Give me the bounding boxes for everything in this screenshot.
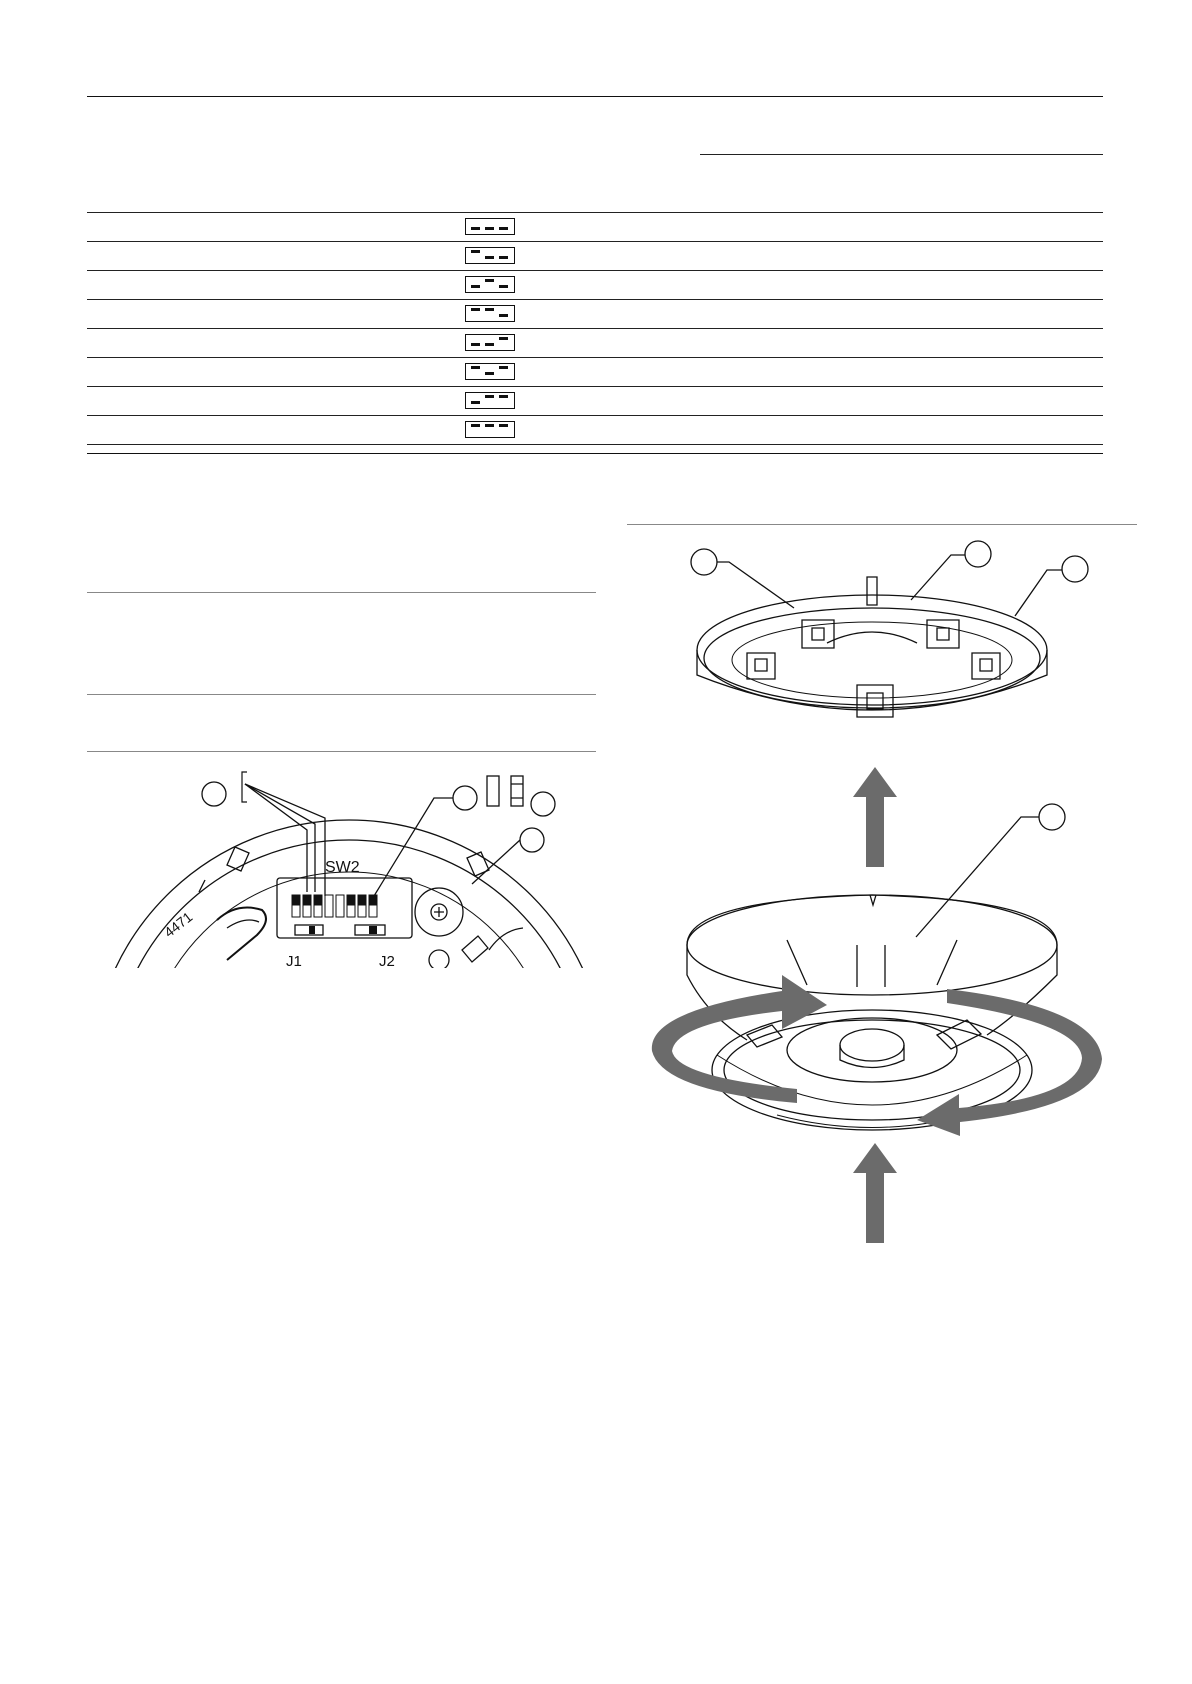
left-rule-2 bbox=[87, 694, 596, 695]
dip-switch-up bbox=[471, 308, 480, 311]
header-subrule bbox=[700, 154, 1103, 155]
dip-switch-glyph bbox=[465, 247, 515, 264]
detector-mounting-diagram bbox=[627, 535, 1147, 1255]
dip-switch-down bbox=[471, 343, 480, 346]
label-part-number: 4471 bbox=[160, 908, 196, 941]
dip-switch-up bbox=[471, 250, 480, 253]
dip-switch-glyph bbox=[465, 334, 515, 351]
dip-switch-up bbox=[485, 279, 494, 282]
left-rule-1 bbox=[87, 592, 596, 593]
right-callout-4 bbox=[1039, 804, 1065, 830]
left-callout-4 bbox=[520, 828, 544, 852]
right-callout-2 bbox=[965, 541, 991, 567]
dip-switch-up bbox=[485, 395, 494, 398]
mounting-base-top bbox=[697, 595, 1047, 705]
dip-switch-up bbox=[499, 424, 508, 427]
table-bottom-rule bbox=[87, 453, 1103, 454]
dip-switch-glyph bbox=[465, 276, 515, 293]
dip-switch-glyph bbox=[465, 392, 515, 409]
dip-switch-down bbox=[471, 401, 480, 404]
table-header-rule bbox=[87, 212, 1103, 213]
table-row-rule bbox=[87, 270, 1103, 271]
table-row-rule bbox=[87, 299, 1103, 300]
table-row-rule bbox=[87, 415, 1103, 416]
dip-switch-up bbox=[499, 366, 508, 369]
dip-switch-down bbox=[485, 343, 494, 346]
dip-switch-up bbox=[499, 337, 508, 340]
dip-switch-down bbox=[485, 372, 494, 375]
dip-switch-glyph bbox=[465, 305, 515, 322]
right-rule bbox=[627, 524, 1137, 525]
dip-switch-down bbox=[485, 256, 494, 259]
label-sw2: SW2 bbox=[325, 859, 360, 876]
dip-switch-up bbox=[471, 424, 480, 427]
left-callout-1 bbox=[202, 782, 226, 806]
push-detector-arrow bbox=[853, 1143, 897, 1243]
dip-switch-down bbox=[499, 256, 508, 259]
left-callout-3 bbox=[531, 792, 555, 816]
dip-switch-up bbox=[471, 366, 480, 369]
twist-arrow-left bbox=[652, 975, 827, 1103]
left-rule-3 bbox=[87, 751, 596, 752]
dip-switch-up bbox=[485, 308, 494, 311]
dip-switch-down bbox=[499, 314, 508, 317]
label-j1: J1 bbox=[286, 953, 302, 970]
dip-switch-down bbox=[499, 227, 508, 230]
table-row-rule bbox=[87, 328, 1103, 329]
lift-base-arrow bbox=[853, 767, 897, 867]
dip-switch-up bbox=[485, 424, 494, 427]
dip-switch-down bbox=[471, 285, 480, 288]
table-row-rule bbox=[87, 386, 1103, 387]
dip-switch-up bbox=[499, 395, 508, 398]
dip-switch-glyph bbox=[465, 363, 515, 380]
dip-switch-down bbox=[499, 285, 508, 288]
dip-switch-down bbox=[485, 227, 494, 230]
table-row-rule bbox=[87, 241, 1103, 242]
table-row-rule bbox=[87, 444, 1103, 445]
right-callout-3 bbox=[1062, 556, 1088, 582]
left-callout-2 bbox=[453, 786, 477, 810]
twist-arrow-right bbox=[917, 989, 1102, 1136]
base-switch-diagram bbox=[87, 760, 597, 970]
table-row-rule bbox=[87, 357, 1103, 358]
dip-switch-down bbox=[471, 227, 480, 230]
dip-switch-glyph bbox=[465, 421, 515, 438]
label-j2: J2 bbox=[379, 953, 395, 970]
right-callout-1 bbox=[691, 549, 717, 575]
dip-switch-glyph bbox=[465, 218, 515, 235]
top-rule bbox=[87, 96, 1103, 97]
